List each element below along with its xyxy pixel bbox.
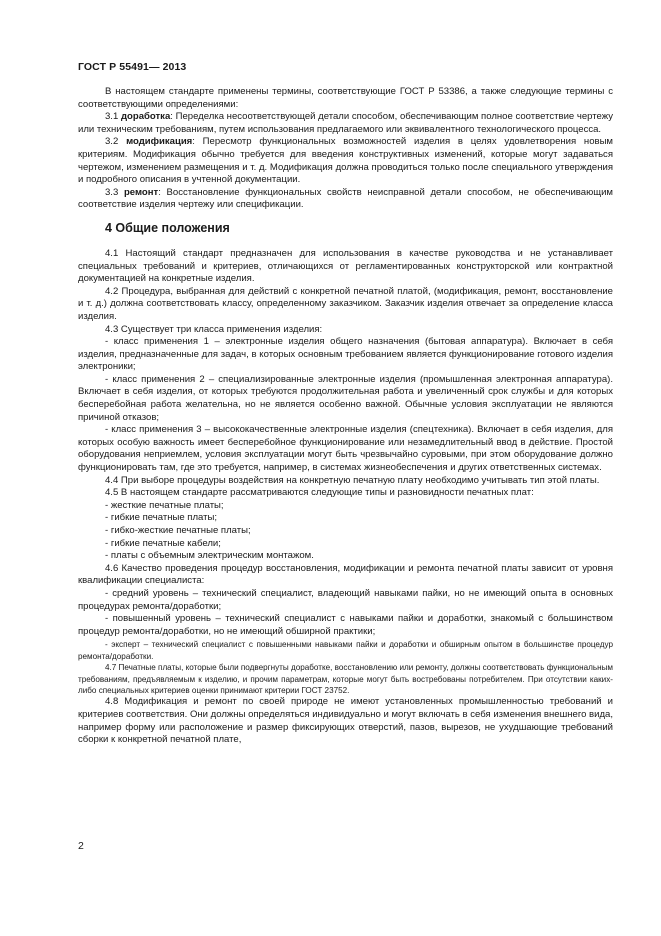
term-number: 3.2 [105,136,119,148]
term-text: : Восстановление функциональных свойств неисправной детали способом, не обеспечивающим соответствие изделия чертежу или спецификации. [78,186,613,211]
term-name: модификация [126,136,193,148]
term-text: : Пересмотр функциональных возможностей изделия в целях удовлетворения новым критериям. Модификация обычно требуется для введения конструктивных изменений, которые могут задаваться чертежом, изменением размещения и т. д. Модификация должна проводиться только после специального утверждения и подробного описания в учтенной документации. [78,136,613,186]
term-name: доработка [120,111,171,123]
list-item: - класс применения 1 – электронные изделия общего назначения (бытовая аппаратура). Включает в себя изделия, предназначенные для задач, в которых основным требованием является функционирование готового изделия электроники; [78,336,613,373]
paragraph: 4.5 В настоящем стандарте рассматриваются следующие типы и разновидности печатных плат: [105,487,534,499]
term-text: : Переделка несоответствующей детали способом, обеспечивающим полное соответствие чертежу или техническим требованиям, путем использования предлагаемого или эквивалентного технологического процесса. [78,111,614,135]
list-item: - гибкие печатные платы; [105,512,218,524]
list-item: - класс применения 3 – высококачественные электронные изделия (спецтехника). Включает в себя изделия, для которых особую важность имеет бесперебойное функционирование или незамедлительный ввод в действие. Простой оборудования неприемлем, условия эксплуатации могут быть чрезвычайно суровыми, при этом оборудование должно функционировать там, где это требуется, например, в системах жизнеобеспечения и других ответственных системах. [78,424,613,474]
document-page [78,0,613,936]
list-item: - жесткие печатные платы; [105,499,224,511]
list-item: - средний уровень – технический специалист, владеющий навыками пайки, но не имеющий опыта в основных процедурах ремонта/доработки; [78,587,613,612]
term-name: ремонт [123,186,159,198]
term-number: 3.1 [105,111,119,123]
list-item: - платы с объемным электрическим монтажом. [105,550,314,562]
list-item: - класс применения 2 – специализированные электронные изделия (промышленная электронная аппаратура). Включает в себя изделия, от которых требуются продолжительная работа и увеличенный срок службы и для которых бесперебойная работа желательна, но не является особенно важной. Обычные условия эксплуатации не являются причиной отказов; [78,373,613,423]
page-number: 2 [78,840,84,852]
section-heading: 4 Общие положения [105,220,230,235]
term-definition [78,187,613,212]
document-body [78,86,613,747]
small-print-item: - эксперт – технический специалист с повышенными навыками пайки и доработки и обширным опытом в большинстве процедур ремонта/доработки. [78,640,613,661]
list-item: - повышенный уровень – технический специалист с навыками пайки и доработки, знакомый с большинством процедур ремонта/доработки, но не имеющий обширной практики; [78,613,613,637]
list-item: - гибко-жесткие печатные платы; [105,525,251,536]
paragraph: 4.4 При выборе процедуры воздействия на конкретную печатную плату необходимо учитывать тип этой платы. [105,474,600,486]
document-header: ГОСТ Р 55491— 2013 [78,61,187,73]
list-item: - гибкие печатные кабели; [105,537,221,549]
paragraph: 4.6 Качество проведения процедур восстановления, модификации и ремонта печатной платы зависит от уровня квалификации специалиста: [78,562,613,587]
intro-paragraph: В настоящем стандарте применены термины, соответствующие ГОСТ Р 53386, а также следующие термины с соответствующими определениями: [78,86,613,110]
small-print-paragraph: 4.7 Печатные платы, которые были подвергнуты доработке, восстановлению или ремонту, должны соответствовать функциональным требованиям, предъявляемым к изделию, и прочим параметрам, которые могут быть востребованы потребителем. При отсутствии каких-либо специальных критериев оценки принимают критерии ГОСТ 23752. [78,663,614,695]
term-definition [78,111,613,136]
paragraph: 4.3 Существует три класса применения изделия: [105,323,323,335]
term-number: 3.3 [105,186,119,198]
paragraph: 4.8 Модификация и ремонт по своей природе не имеют установленных промышленностью требований и критериев соответствия. Они должны определяться индивидуально и могут включать в себя изменения внешнего вида, например форму или расположение и размер фиксирующих отверстий, пазов, вырезов, не ухудшающие требований сборки к конкретной печатной плате, [78,696,613,746]
paragraph: 4.2 Процедура, выбранная для действий с конкретной печатной платой, (модификация, ремонт, восстановление и т. д.) должна соответствовать классу, определенному заказчиком. Заказчик изделия отвечает за определение класса изделия. [78,285,613,322]
paragraph: 4.1 Настоящий стандарт предназначен для использования в качестве руководства и не устанавливает специальных требований и критериев, отличающихся от регламентированных конструкторской или контрактной документацией на конкретные изделия. [78,247,613,285]
term-definition [78,136,613,186]
